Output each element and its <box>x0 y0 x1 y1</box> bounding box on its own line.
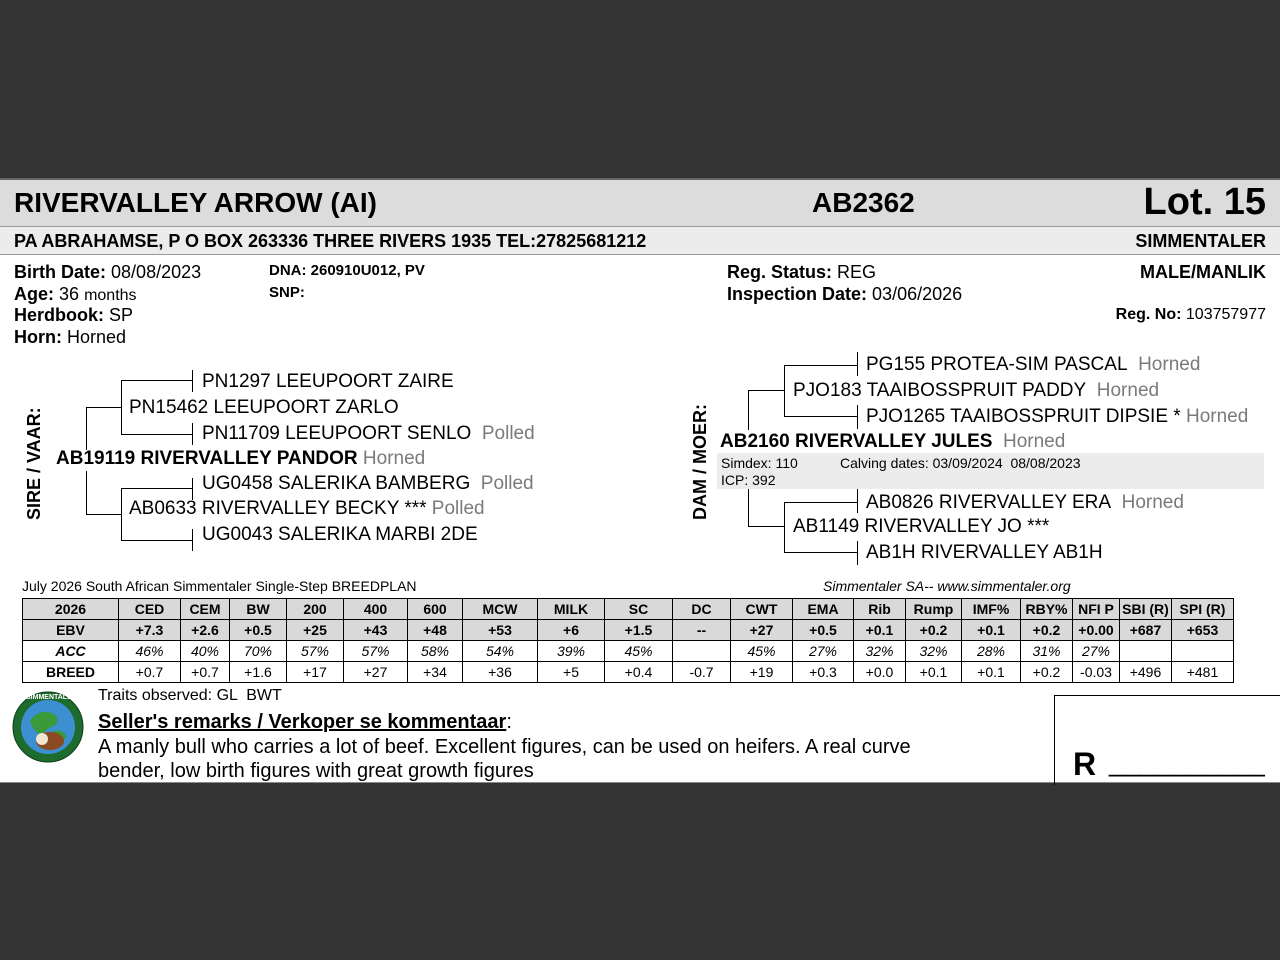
table-cell: +7.3 <box>119 620 181 641</box>
table-cell: +0.3 <box>793 662 854 683</box>
birth-date: Birth Date: 08/08/2023 <box>14 262 202 282</box>
table-cell: 45% <box>605 641 673 662</box>
table-cell: +36 <box>463 662 538 683</box>
table-cell: RBY% <box>1021 599 1073 620</box>
breedplan-caption: July 2026 South African Simmentaler Single-Step BREEDPLAN <box>22 578 417 594</box>
dam-sire-sire: PG155 PROTEA-SIM PASCAL Horned <box>866 354 1201 375</box>
table-cell: 58% <box>408 641 463 662</box>
table-cell: +0.5 <box>230 620 287 641</box>
table-cell: +0.5 <box>793 620 854 641</box>
lot-number: Lot. 15 <box>1143 181 1266 223</box>
table-cell: -- <box>673 620 731 641</box>
table-cell: +653 <box>1172 620 1234 641</box>
sire-dam-dam: UG0043 SALERIKA MARBI 2DE <box>202 524 478 545</box>
table-cell: +0.1 <box>962 662 1021 683</box>
table-cell: +0.4 <box>605 662 673 683</box>
table-cell: EMA <box>793 599 854 620</box>
dam-dam: AB1149 RIVERVALLEY JO *** <box>793 516 1050 537</box>
price-blank[interactable]: __________ <box>1109 746 1265 777</box>
dam-dam-sire: AB0826 RIVERVALLEY ERA Horned <box>866 492 1184 513</box>
inspection-date: Inspection Date: 03/06/2026 <box>727 284 963 304</box>
dam-calving-dates: Calving dates: 03/09/2024 08/08/2023 <box>840 455 1081 471</box>
table-cell: 600 <box>408 599 463 620</box>
table-cell: +0.00 <box>1073 620 1120 641</box>
table-cell: +0.1 <box>962 620 1021 641</box>
horn-status: Horn: Horned <box>14 327 127 347</box>
table-cell: +0.7 <box>181 662 230 683</box>
table-cell: Rump <box>906 599 962 620</box>
table-cell: +34 <box>408 662 463 683</box>
animal-id: AB2362 <box>812 187 915 218</box>
sire: AB19119 RIVERVALLEY PANDOR Horned <box>56 448 426 469</box>
table-cell: +53 <box>463 620 538 641</box>
table-cell: +0.7 <box>119 662 181 683</box>
age: Age: 36 months <box>14 284 137 304</box>
remarks-heading: Seller's remarks / Verkoper se kommentaar: <box>98 711 512 733</box>
table-cell: -0.7 <box>673 662 731 683</box>
seller-bar <box>0 227 1280 255</box>
sire-dam: AB0633 RIVERVALLEY BECKY *** Polled <box>129 498 485 519</box>
table-cell: +5 <box>538 662 605 683</box>
table-cell: BREED <box>23 662 119 683</box>
table-cell: 46% <box>119 641 181 662</box>
title-bar <box>0 180 1280 227</box>
table-row-ebv <box>23 620 1234 641</box>
table-cell: IMF% <box>962 599 1021 620</box>
table-cell: 28% <box>962 641 1021 662</box>
table-cell: +1.5 <box>605 620 673 641</box>
table-cell: -0.03 <box>1073 662 1120 683</box>
table-cell: MCW <box>463 599 538 620</box>
table-cell: +496 <box>1120 662 1172 683</box>
table-cell: +27 <box>344 662 408 683</box>
dam-simdex: Simdex: 110 <box>721 455 798 471</box>
table-cell: ACC <box>23 641 119 662</box>
table-cell: EBV <box>23 620 119 641</box>
dam-icp: ICP: 392 <box>721 472 776 488</box>
table-cell: 70% <box>230 641 287 662</box>
table-cell: BW <box>230 599 287 620</box>
price-prefix: R <box>1073 746 1097 782</box>
table-cell: +0.2 <box>1021 662 1073 683</box>
animal-name: RIVERVALLEY ARROW (AI) <box>14 187 377 218</box>
sire-label: SIRE / VAAR: <box>24 407 44 520</box>
sire-dam-sire: UG0458 SALERIKA BAMBERG Polled <box>202 473 534 494</box>
remarks-line-2: bender, low birth figures with great growth figures <box>98 760 534 782</box>
table-cell: Rib <box>854 599 906 620</box>
table-cell: +27 <box>731 620 793 641</box>
table-cell <box>1172 641 1234 662</box>
dam-sire-dam: PJO1265 TAAIBOSSPRUIT DIPSIE * Horned <box>866 406 1249 427</box>
table-cell: 2026 <box>23 599 119 620</box>
table-cell: 31% <box>1021 641 1073 662</box>
table-cell: +6 <box>538 620 605 641</box>
table-cell: 54% <box>463 641 538 662</box>
snp-info: SNP: <box>269 284 305 301</box>
remarks-line-1: A manly bull who carries a lot of beef. Excellent figures, can be used on heifers. A real curve <box>98 736 911 758</box>
logo-text: SIMMENTALER <box>26 694 77 701</box>
table-cell: CED <box>119 599 181 620</box>
dam-dam-dam: AB1H RIVERVALLEY AB1H <box>866 542 1103 563</box>
table-cell: SBI (R) <box>1120 599 1172 620</box>
lot-card <box>0 178 1280 783</box>
sire-sire-dam: PN11709 LEEUPOORT SENLO Polled <box>202 423 535 444</box>
sire-sire-sire: PN1297 LEEUPOORT ZAIRE <box>202 371 454 392</box>
table-cell: 400 <box>344 599 408 620</box>
table-cell: SC <box>605 599 673 620</box>
table-cell: +19 <box>731 662 793 683</box>
reg-status: Reg. Status: REG <box>727 262 877 282</box>
table-cell: 57% <box>344 641 408 662</box>
dna-info: DNA: 260910U012, PV <box>269 262 425 279</box>
table-cell: 40% <box>181 641 230 662</box>
table-cell: +17 <box>287 662 344 683</box>
herdbook: Herdbook: SP <box>14 305 134 325</box>
reg-number: Reg. No: 103757977 <box>1115 306 1266 323</box>
table-cell: SPI (R) <box>1172 599 1234 620</box>
dam: AB2160 RIVERVALLEY JULES Horned <box>720 431 1066 452</box>
table-cell: 200 <box>287 599 344 620</box>
table-cell: CEM <box>181 599 230 620</box>
table-cell <box>1120 641 1172 662</box>
table-cell: 57% <box>287 641 344 662</box>
table-cell: +0.1 <box>906 662 962 683</box>
table-cell: NFI P <box>1073 599 1120 620</box>
table-cell: +0.2 <box>906 620 962 641</box>
table-cell: +687 <box>1120 620 1172 641</box>
table-cell: 27% <box>793 641 854 662</box>
sire-sire: PN15462 LEEUPOORT ZARLO <box>129 397 399 418</box>
seller-line: PA ABRAHAMSE, P O BOX 263336 THREE RIVERS 1935 TEL:27825681212 <box>14 231 647 251</box>
table-cell: +0.0 <box>854 662 906 683</box>
sex: MALE/MANLIK <box>1140 262 1266 282</box>
table-cell: 32% <box>906 641 962 662</box>
table-cell: 32% <box>854 641 906 662</box>
traits-observed: Traits observed: GL BWT <box>98 687 282 704</box>
simmentaler-logo <box>12 691 84 763</box>
table-header-row <box>23 599 1234 620</box>
table-cell: +0.1 <box>854 620 906 641</box>
table-cell: DC <box>673 599 731 620</box>
breedplan-source: Simmentaler SA-- www.simmentaler.org <box>823 578 1071 594</box>
table-cell: 39% <box>538 641 605 662</box>
table-cell <box>673 641 731 662</box>
table-row-acc <box>23 641 1234 662</box>
breed-name: SIMMENTALER <box>1135 231 1266 251</box>
table-cell: CWT <box>731 599 793 620</box>
table-cell: +2.6 <box>181 620 230 641</box>
table-cell: MILK <box>538 599 605 620</box>
table-cell: +1.6 <box>230 662 287 683</box>
table-cell: +481 <box>1172 662 1234 683</box>
table-cell: +48 <box>408 620 463 641</box>
breedplan-table <box>22 598 1234 683</box>
table-cell: 27% <box>1073 641 1120 662</box>
table-cell: 45% <box>731 641 793 662</box>
table-row-breed <box>23 662 1234 683</box>
table-cell: +43 <box>344 620 408 641</box>
dam-label: DAM / MOER: <box>690 404 710 520</box>
dam-sire: PJO183 TAAIBOSSPRUIT PADDY Horned <box>793 380 1160 401</box>
table-cell: +0.2 <box>1021 620 1073 641</box>
table-cell: +25 <box>287 620 344 641</box>
price-box <box>1054 695 1280 785</box>
